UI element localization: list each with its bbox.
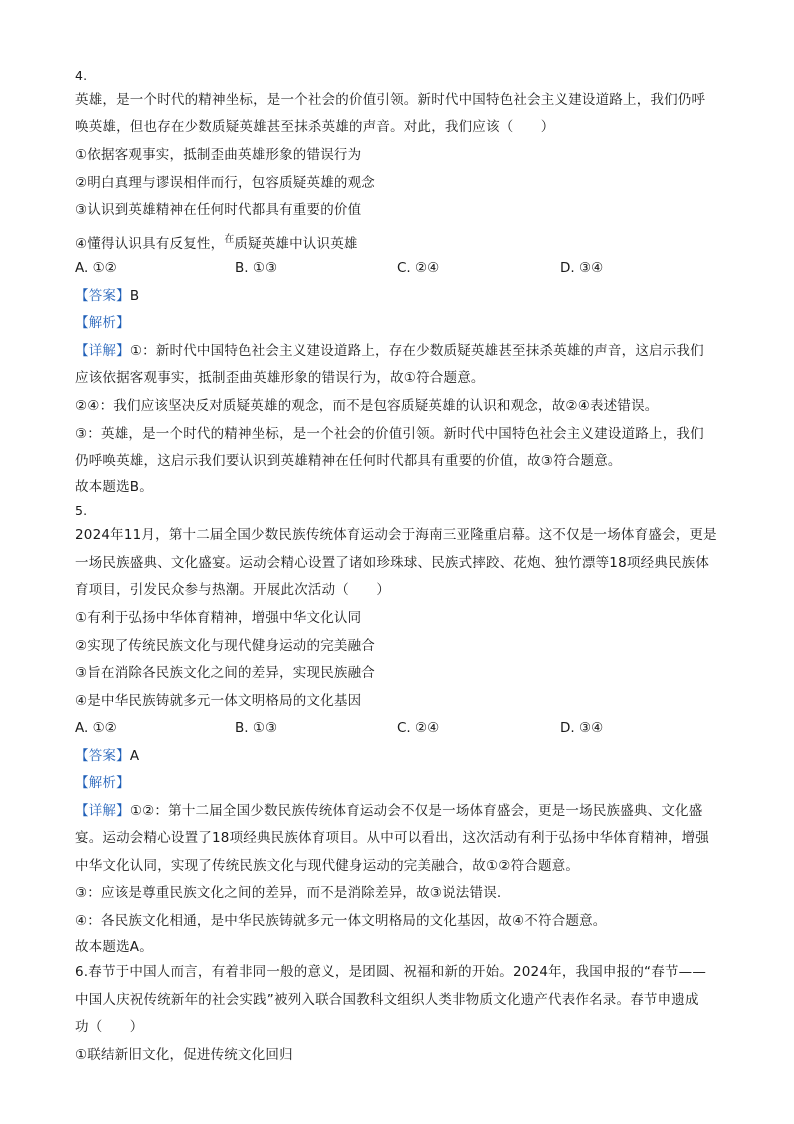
option-b: B. ①③ [235, 720, 278, 736]
detail-tag: 【详解】 [75, 803, 130, 819]
statement: ④是中华民族铸就多元一体文明格局的文化基因 [75, 693, 362, 709]
statement [75, 231, 358, 253]
detail-line: 中华文化认同，实现了传统民族文化与现代健身运动的完美融合，故①②符合题意。 [75, 858, 580, 874]
answer-value: B [129, 288, 140, 304]
answer-tag: 【答案】 [75, 748, 130, 764]
conclusion-line: 故本题选A。 [75, 939, 153, 955]
question-stem-line: 英雄，是一个时代的精神坐标，是一个社会的价值引领。新时代中国特色社会主义建设道路上，我们仍呼 [75, 92, 706, 108]
option-c: C. ②④ [397, 260, 440, 276]
statement: ①依据客观事实，抵制歪曲英雄形象的错误行为 [75, 147, 362, 163]
statement: ②明白真理与谬误相伴而行，包容质疑英雄的观念 [75, 175, 376, 191]
answer-tag: 【答案】 [75, 288, 130, 304]
statement-text: 质疑英雄中认识英雄 [234, 236, 358, 252]
detail-line: 应该依据客观事实，抵制歪曲英雄形象的错误行为，故①符合题意。 [75, 370, 485, 386]
detail-line: 仍呼唤英雄，这启示我们要认识到英雄精神在任何时代都具有重要的价值，故③符合题意。 [75, 453, 622, 469]
conclusion-line: 故本题选B。 [75, 479, 153, 495]
question-stem-line: 育项目，引发民众参与热潮。开展此次活动（ ） [75, 582, 391, 598]
answer-line [75, 287, 139, 305]
question-number: 5. [75, 503, 88, 518]
question-stem-line: 6.春节于中国人而言，有着非同一般的意义，是团圆、祝福和新的开始。2024年，我国申报的“春节—— [75, 964, 707, 980]
detail-line [75, 802, 702, 820]
detail-line: ③：英雄，是一个时代的精神坐标，是一个社会的价值引领。新时代中国特色社会主义建设道路上，我们 [75, 426, 704, 442]
question-stem-line: 一场民族盛典、文化盛宴。运动会精心设置了诸如珍珠球、民族式摔跤、花炮、独竹漂等18项经典民族体 [75, 555, 710, 571]
option-d: D. ③④ [560, 720, 604, 736]
statement-inline-char: 在 [224, 234, 235, 245]
statement: ③旨在消除各民族文化之间的差异，实现民族融合 [75, 665, 376, 681]
detail-line: ④：各民族文化相通，是中华民族铸就多元一体文明格局的文化基因，故④不符合题意。 [75, 913, 607, 929]
question-stem-line: 唤英雄，但也存在少数质疑英雄甚至抹杀英雄的声音。对此，我们应该（ ） [75, 119, 555, 135]
detail-text: ①：新时代中国特色社会主义建设道路上，存在少数质疑英雄甚至抹杀英雄的声音，这启示我们 [129, 343, 704, 359]
option-a: A. ①② [75, 260, 117, 276]
option-c: C. ②④ [397, 720, 440, 736]
question-stem-line: 2024年11月，第十二届全国少数民族传统体育运动会于海南三亚隆重启幕。这不仅是一场体育盛会，更是 [75, 527, 717, 543]
statement: ②实现了传统民族文化与现代健身运动的完美融合 [75, 638, 376, 654]
statement-text: ④懂得认识具有反复性， [75, 236, 225, 252]
detail-text: ①②：第十二届全国少数民族传统体育运动会不仅是一场体育盛会，更是一场民族盛典、文化盛 [129, 803, 703, 819]
option-b: B. ①③ [235, 260, 278, 276]
question-stem-line: 功（ ） [75, 1019, 144, 1035]
option-d: D. ③④ [560, 260, 604, 276]
detail-tag: 【详解】 [75, 343, 130, 359]
question-stem-line: 中国人庆祝传统新年的社会实践”被列入联合国教科文组织人类非物质文化遗产代表作名录。春节申遗成 [75, 992, 699, 1008]
statement: ①有利于弘扬中华体育精神，增强中华文化认同 [75, 610, 362, 626]
statement: ③认识到英雄精神在任何时代都具有重要的价值 [75, 202, 362, 218]
answer-value: A [129, 748, 140, 764]
analysis-tag: 【解析】 [75, 775, 130, 791]
question-number: 4. [75, 68, 88, 83]
answer-line [75, 747, 139, 765]
detail-line: ②④：我们应该坚决反对质疑英雄的观念，而不是包容质疑英雄的认识和观念，故②④表述错误。 [75, 398, 659, 414]
detail-line: 宴。运动会精心设置了18项经典民族体育项目。从中可以看出，这次活动有利于弘扬中华体育精神，增强 [75, 830, 710, 846]
statement: ①联结新旧文化，促进传统文化回归 [75, 1047, 293, 1063]
option-a: A. ①② [75, 720, 117, 736]
analysis-tag: 【解析】 [75, 315, 130, 331]
detail-line: ③：应该是尊重民族文化之间的差异，而不是消除差异，故③说法错误. [75, 885, 502, 901]
detail-line [75, 342, 704, 360]
